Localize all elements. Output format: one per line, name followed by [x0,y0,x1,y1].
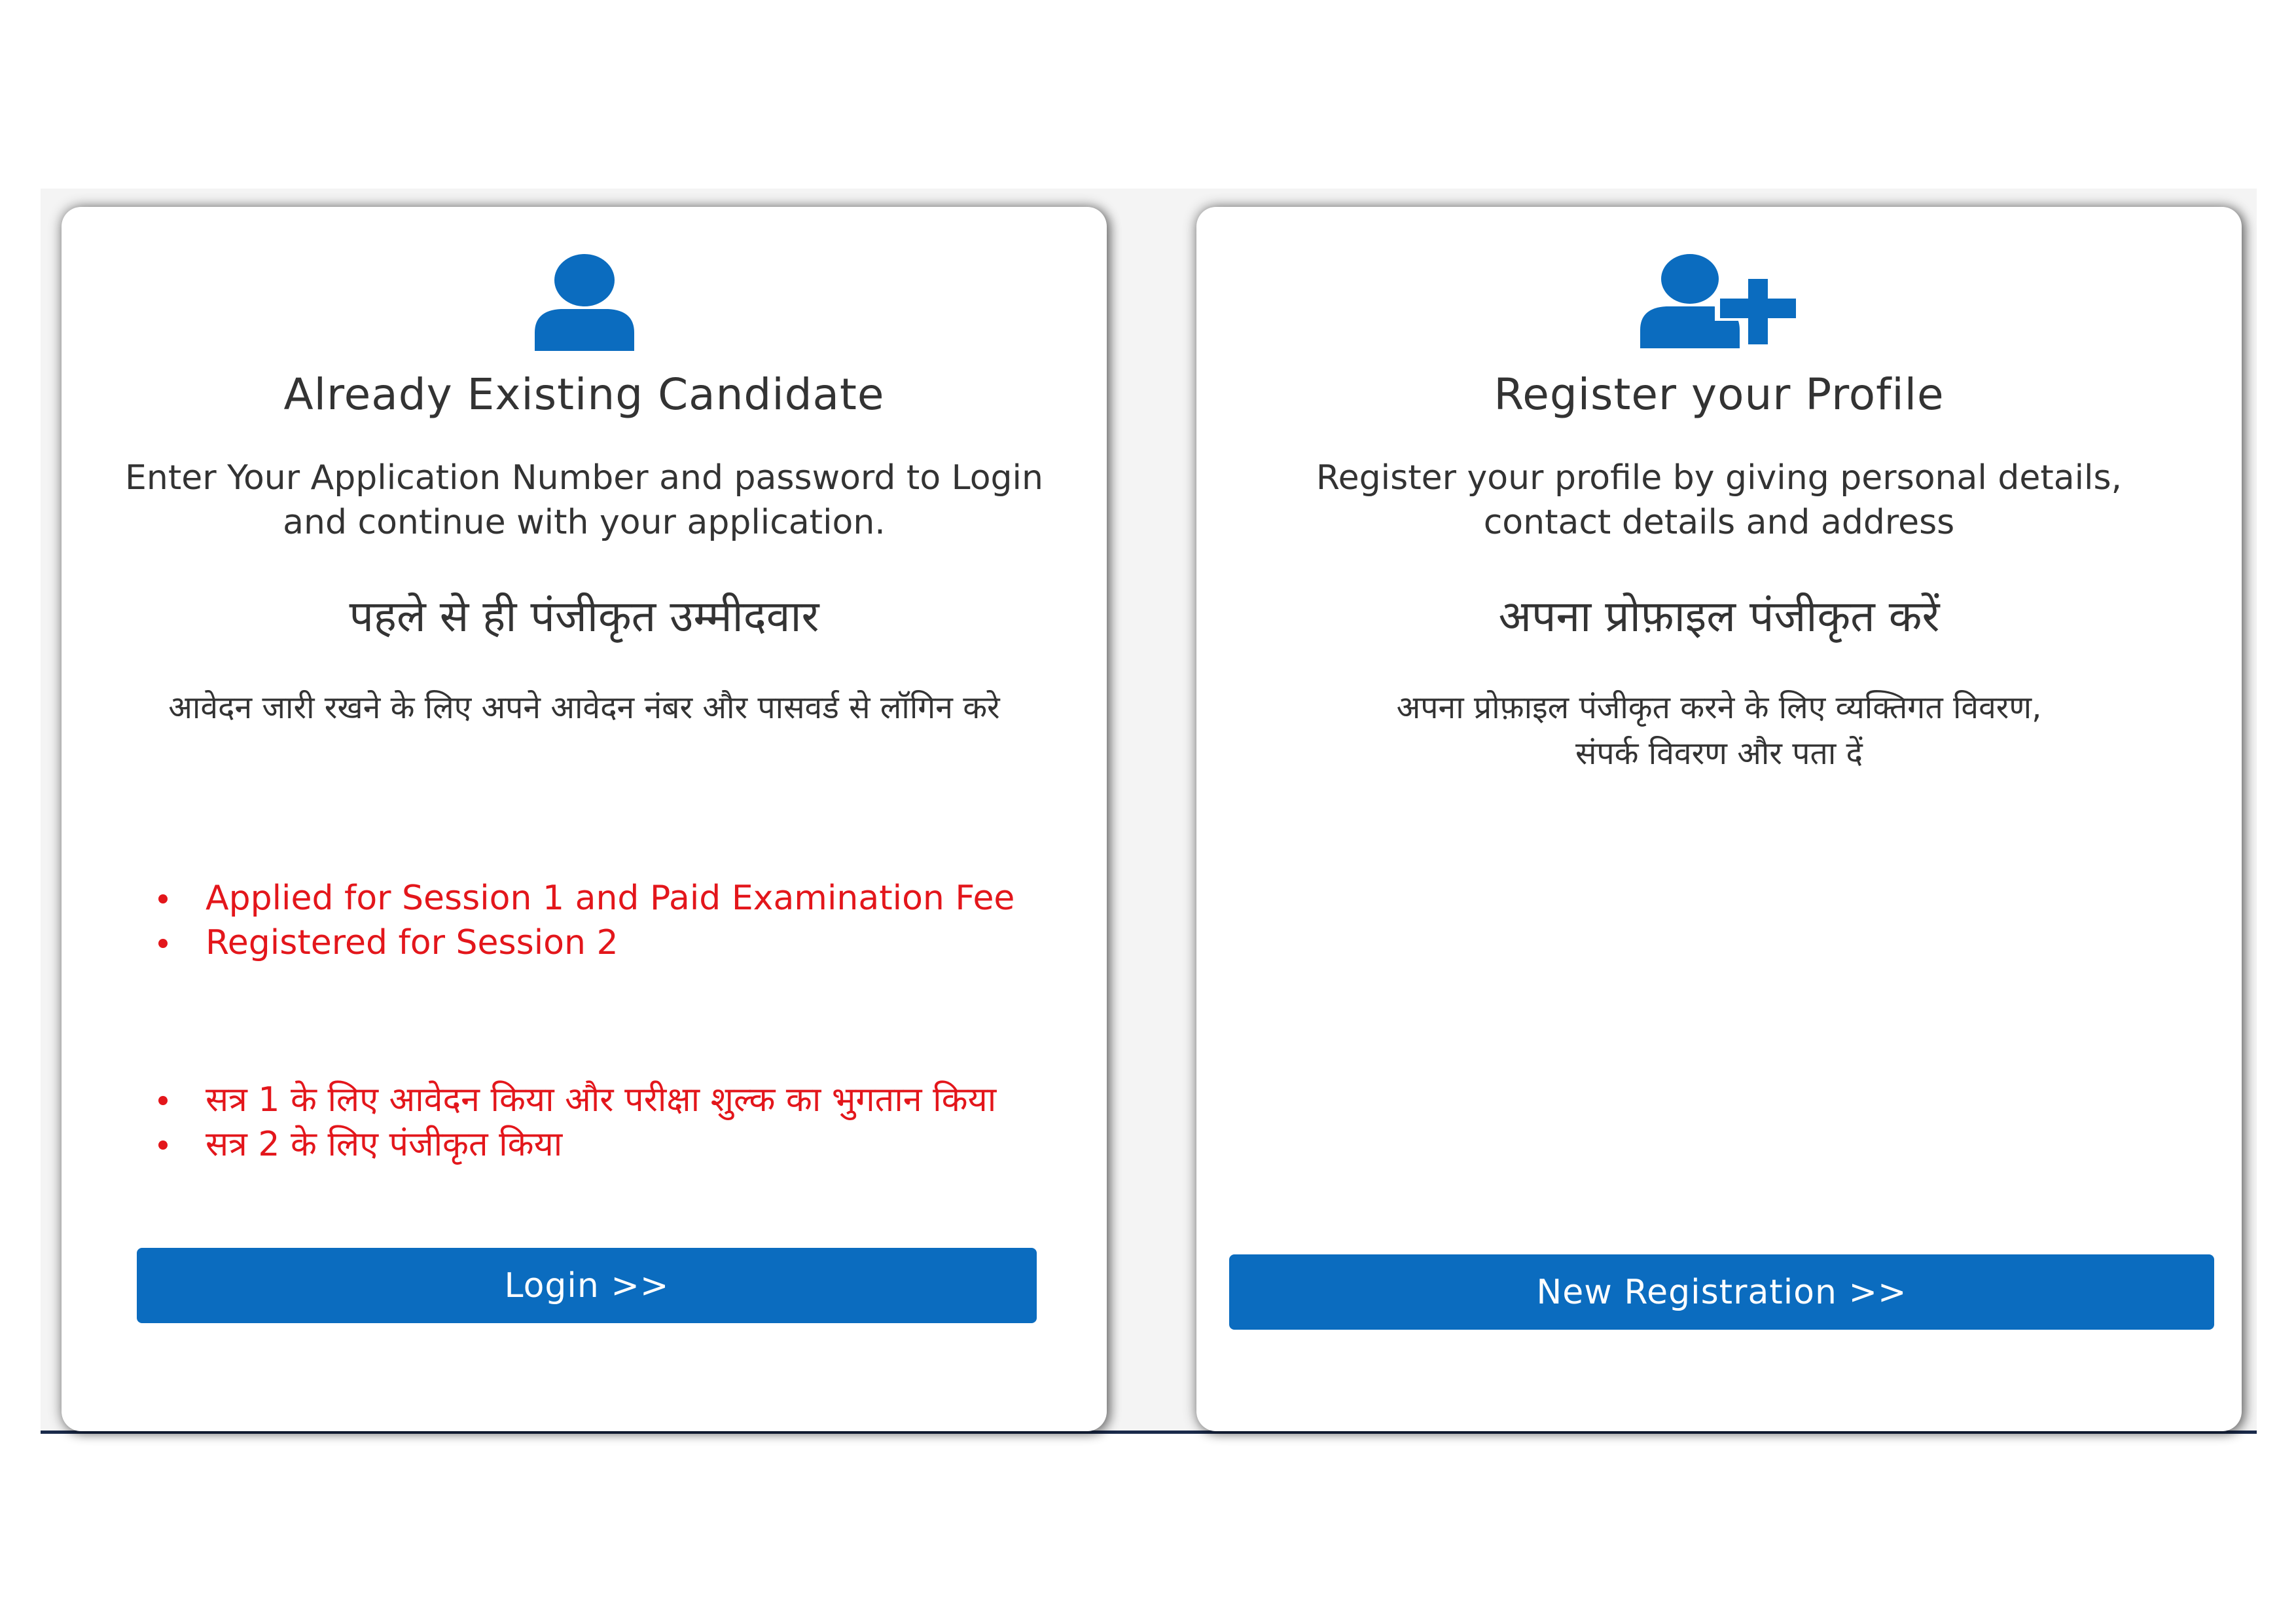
eligibility-notes-english [153,876,1048,965]
card-description-hindi: आवेदन जारी रखने के लिए अपने आवेदन नंबर और पासवर्ड से लॉगिन करे [168,689,1000,726]
existing-candidate-card [62,207,1107,1431]
login-button[interactable]: Login >> [137,1248,1037,1323]
note-item: सत्र 1 के लिए आवेदन किया और परीक्षा शुल्क का भुगतान किया [206,1078,1048,1122]
note-item: सत्र 2 के लिए पंजीकृत किया [206,1122,1048,1167]
new-registration-button[interactable]: New Registration >> [1229,1254,2214,1330]
card-description: Enter Your Application Number and password to Login and continue with your application. [125,458,1043,542]
card-description-hindi: अपना प्रोफ़ाइल पंजीकृत करने के लिए व्यक्तिगत विवरण, संपर्क विवरण और पता दें [1396,689,2042,772]
card-title-hindi: अपना प्रोफ़ाइल पंजीकृत करें [1498,591,1940,642]
eligibility-notes-hindi [153,1078,1048,1167]
card-title-hindi: पहले से ही पंजीकृत उम्मीदवार [349,591,819,642]
page-container [41,189,2257,1434]
note-item: Registered for Session 2 [206,921,1048,965]
card-title: Already Existing Candidate [283,369,885,420]
note-item: Applied for Session 1 and Paid Examination Fee [206,876,1048,921]
user-icon [62,253,1107,351]
card-title: Register your Profile [1494,369,1945,420]
register-profile-card [1196,207,2242,1431]
user-plus-icon [1196,253,2242,351]
card-description: Register your profile by giving personal details, contact details and address [1316,458,2123,542]
